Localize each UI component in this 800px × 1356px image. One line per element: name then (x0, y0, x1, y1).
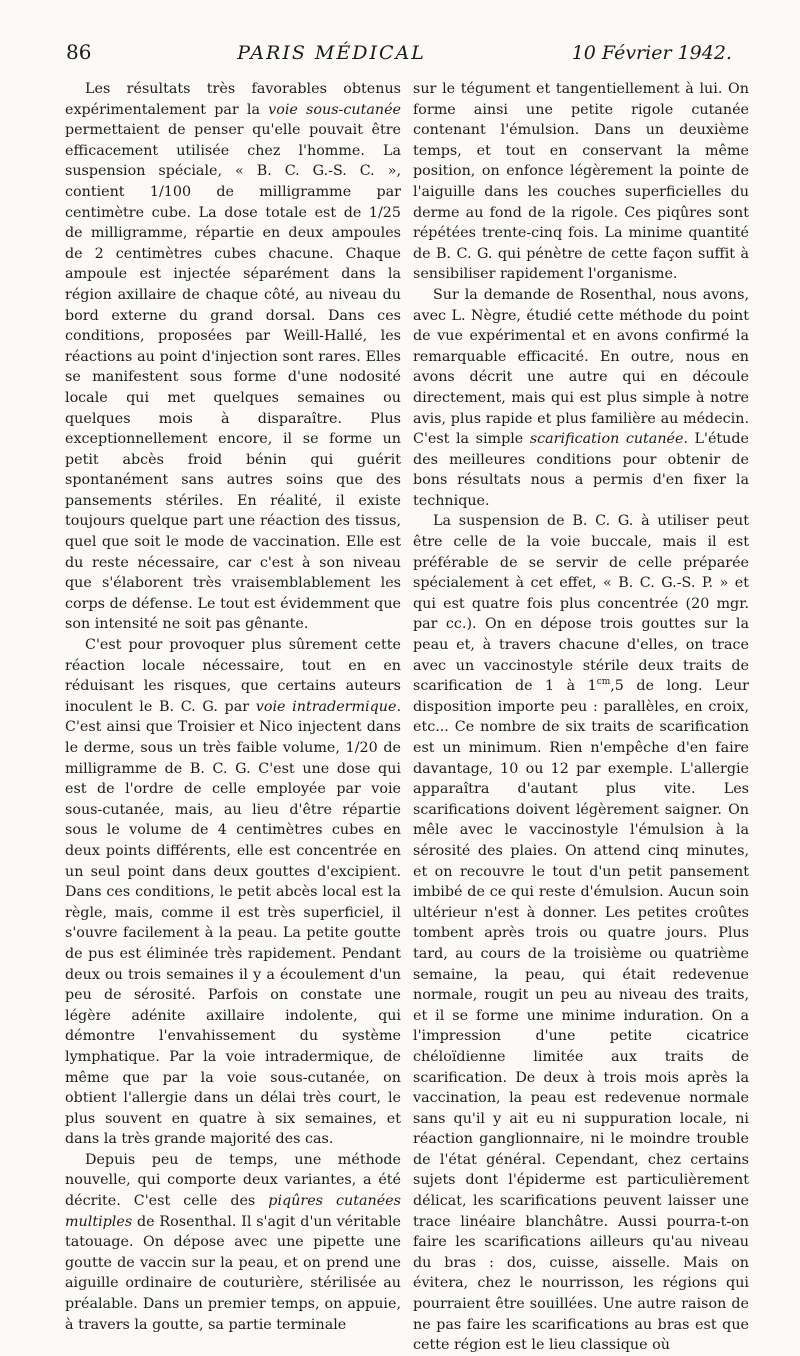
italic-term: voie sous-cutanée (268, 101, 401, 118)
journal-title: PARIS MÉDICAL (237, 42, 426, 64)
paragraph-p6 (413, 511, 749, 1355)
paragraph-p2 (65, 635, 401, 1150)
text-run: ,5 de long. Leur disposition importe peu : parallèles, en croix, etc... Ce nombre de six traits de scarification est un minimum. Rien n'empêche d'en faire davantage, 10 ou 12 par exemple. L'allergie apparaîtra d'autant plus vite. Les scarifications doivent légèrement saigner. On mêle avec le vaccinostyle l'émulsion à la sérosité des plaies. On attend cinq minutes, et on recouvre le tout d'un petit pansement imbibé de ce qui reste d'émulsion. Aucun soin ultérieur n'est à donner. Les petites croûtes tombent après trois ou quatre jours. Plus tard, au cours de la troisième ou quatrième semaine, la peau, qui était redevenue normale, rougit un peu au niveau des traits, et il se forme une minime induration. On a l'impression d'une petite cicatrice chéloïdienne limitée aux traits de scarification. De deux à trois mois après la vaccination, la peau est redevenue normale sans qu'il y ait eu ni suppuration locale, ni réaction ganglionnaire, ni le moindre trouble de l'état général. Cependant, chez certains sujets dont l'épiderme est particulièrement délicat, les scarifications peuvent laisser une trace linéaire blanchâtre. Aussi pourra-t-on faire les scarifications ailleurs qu'au niveau du bras : dos, cuisse, aisselle. Mais on évitera, chez le nourrisson, les régions qui pourraient être souillées. Une autre raison de ne pas faire les scarifications au bras est que cette région est le lieu classique où (413, 678, 750, 1354)
italic-term: piqûres cutanées multiples (65, 1193, 401, 1230)
paragraph-p5 (413, 285, 749, 512)
text-run: C'est pour provoquer plus sûrement cette réaction locale nécessaire, tout en en réduisant les risques, que certains auteurs inoculent le B. C. G. par (65, 637, 401, 715)
text-run: Depuis peu de temps, une méthode nouvelle, qui comporte deux variantes, a été décrite. C'est celle des (65, 1151, 401, 1210)
text-run: permettaient de penser qu'elle pouvait être efficacement utilisée chez l'homme. La suspension spéciale, « B. C. G.-S. C. », contient 1/100 de milligramme par centimètre cube. La dose totale est de 1/25 de milligramme, répartie en deux ampoules de 2 centimètres cubes chacune. Chaque ampoule est injectée séparément dans la région axillaire de chaque côté, au niveau du bord externe du grand dorsal. Dans ces conditions, proposées par Weill-Hallé, les réactions au point d'injection sont rares. Elles se manifestent sous forme d'une nodosité locale qui met quelques semaines ou quelques mois à disparaître. Plus exceptionnellement encore, il se forme un petit abcès froid bénin qui guérit spontanément sans autres soins que des pansements stériles. En réalité, il existe toujours quelque part une réaction des tissus, quel que soit le mode de vaccination. Elle est du reste nécessaire, car c'est à son niveau que s'élaborent très vraisemblablement les corps de défense. Le tout est évidemment que son intensité ne soit pas gênante. (65, 122, 401, 633)
paragraph-p1 (65, 79, 401, 635)
text-run: de Rosenthal. Il s'agit d'un véritable tatouage. On dépose avec une pipette une goutte de vaccin sur la peau, et on prend une aiguille ordinaire de couturière, stérilisée au préalable. Dans un premier temps, on appuie, à travers la goutte, sa partie terminale (65, 1213, 401, 1333)
italic-term: scarification cutanée (529, 431, 684, 448)
text-run: Les résultats très favorables obtenus expérimentalement par la (65, 81, 401, 118)
issue-date: 10 Février 1942. (571, 42, 732, 64)
italic-term: voie intradermique (255, 698, 397, 715)
paragraph-p4 (413, 79, 749, 285)
text-run: La suspension de B. C. G. à utiliser peut être celle de la voie buccale, mais il est préférable de se servir de celle préparée spécialement à cet effet, « B. C. G.-S. P. » et qui est quatre fois plus concentrée (20 mgr. par cc.). On en dépose trois gouttes sur la peau et, à travers chacune d'elles, on trace avec un vaccinostyle stérile deux traits de scarification de 1 à 1 (413, 513, 749, 695)
page-number: 86 (66, 40, 92, 64)
page-header (66, 40, 732, 70)
superscript: cm (596, 677, 611, 688)
text-run: . C'est ainsi que Troisier et Nico injectent dans le derme, sous un très faible volume, 1/20 de milligramme de B. C. G. C'est une dose qui est de l'ordre de celle employée par voie sous-cutanée, mais, au lieu d'être répartie sous le volume de 4 centimètres cubes en deux points différents, elle est concentrée en un seul point dans deux gouttes d'excipient. Dans ces conditions, le petit abcès local est la règle, mais, comme il est très superficiel, il s'ouvre facilement à la peau. La petite goutte de pus est éliminée très rapidement. Pendant deux ou trois semaines il y a écoulement d'un peu de sérosité. Parfois on constate une légère adénite axillaire indolente, qui démontre l'envahissement du système lymphatique. Par la voie intradermique, de même que par la voie sous-cutanée, on obtient l'allergie dans un délai très court, le plus souvent en quatre à six semaines, et dans la très grande majorité des cas. (65, 698, 402, 1148)
left-column (65, 79, 401, 1335)
text-run: sur le tégument et tangentiellement à lui. On forme ainsi une petite rigole cutanée contenant l'émulsion. Dans un deuxième temps, et tout en conservant la même position, on enfonce légèrement la pointe de l'aiguille dans les couches superficielles du derme au fond de la rigole. Ces piqûres sont répétées trente-cinq fois. La minime quantité de B. C. G. qui pénètre de cette façon suffit à sensibiliser rapidement l'organisme. (413, 81, 749, 283)
paragraph-p3 (65, 1150, 401, 1335)
right-column (413, 79, 749, 1356)
text-run: . L'étude des meilleures conditions pour obtenir de bons résultats nous a permis d'en fixer la technique. (413, 431, 749, 509)
text-run: Sur la demande de Rosenthal, nous avons, avec L. Nègre, étudié cette méthode du point de vue expérimental et en avons confirmé la remarquable efficacité. En outre, nous en avons décrit une autre qui en découle directement, mais qui est plus simple à notre avis, plus rapide et plus familière au médecin. C'est la simple (413, 286, 749, 448)
